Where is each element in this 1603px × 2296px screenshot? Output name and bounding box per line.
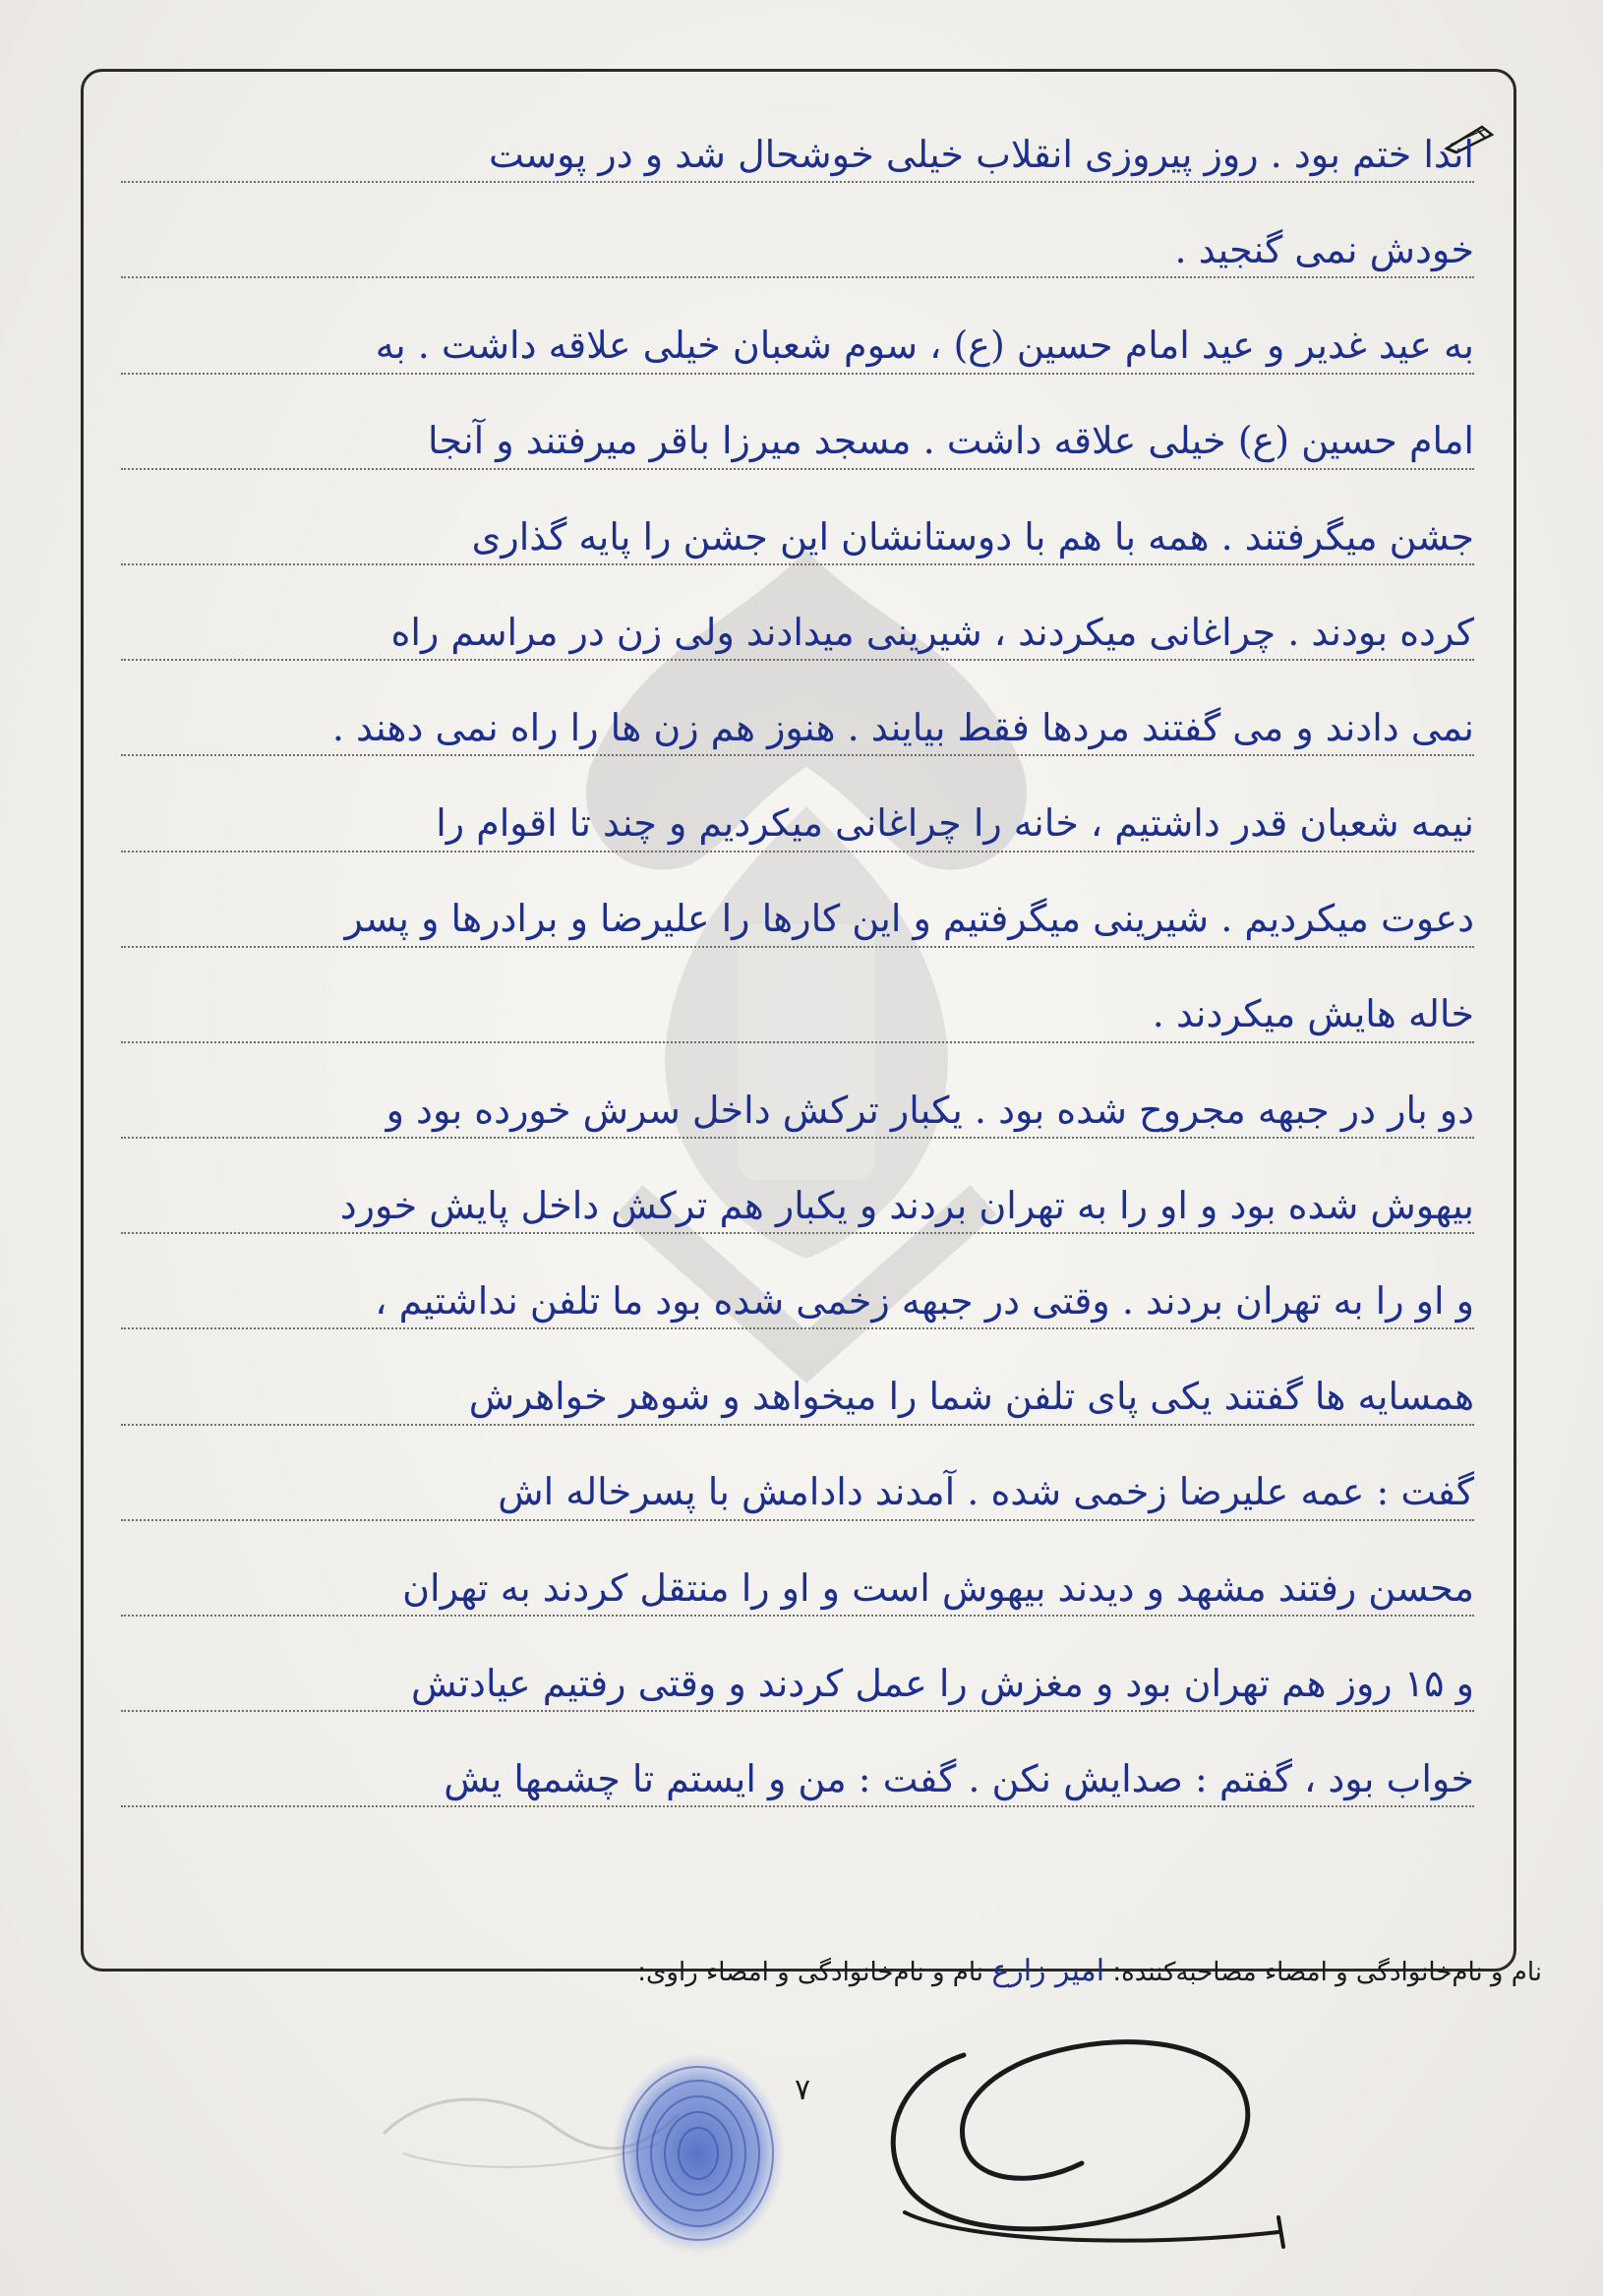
handwritten-text: و او را به تهران بردند . وقتی در جبهه زخمی شده بود ما تلفن نداشتیم ، [375, 1279, 1474, 1324]
handwritten-text: نیمه شعبان قدر داشتیم ، خانه را چراغانی میکردیم و چند تا اقوام را [436, 801, 1474, 846]
handwritten-text: بیهوش شده بود و او را به تهران بردند و یکبار هم ترکش داخل پایش خورد [339, 1183, 1474, 1227]
handwritten-text: دو بار در جبهه مجروح شده بود . یکبار ترکش داخل سرش خورده بود و [386, 1088, 1474, 1132]
text-line [121, 1258, 1474, 1353]
text-line [121, 1449, 1474, 1545]
handwritten-text: خودش نمی گنجید . [1174, 227, 1474, 271]
handwritten-text: و ۱۵ روز هم تهران بود و مغزش را عمل کردند و وقتی رفتیم عیادتش [411, 1661, 1474, 1705]
text-line [121, 876, 1474, 971]
narrator-label: نام و نام‌خانوادگی و امضاء راوی: [637, 1958, 984, 1987]
page-number: ۷ [795, 2073, 811, 2107]
text-line [121, 1640, 1474, 1736]
handwritten-text: محسن رفتند مشهد و دیدند بیهوش است و او را منتقل کردند به تهران [402, 1565, 1474, 1610]
handwritten-text: همسایه ها گفتند یکی پای تلفن شما را میخواهد و شوهر خواهرش [468, 1375, 1474, 1419]
text-line [121, 398, 1474, 494]
signature-footer [637, 1954, 1542, 1988]
handwritten-text: خاله هایش میکردند . [1152, 992, 1474, 1036]
text-line [121, 1545, 1474, 1640]
lined-page-frame [81, 69, 1516, 1972]
handwritten-text: گفت : عمه علیرضا زخمی شده . آمدند دادامش با پسرخاله اش [498, 1470, 1474, 1514]
text-line [121, 302, 1474, 397]
fingerprint-icon [600, 2045, 797, 2262]
handwritten-text: جشن میگرفتند . همه با هم با دوستانشان این جشن را پایه گذاری [471, 514, 1474, 559]
text-line [121, 1353, 1474, 1448]
text-line [121, 589, 1474, 684]
text-line [121, 1162, 1474, 1258]
handwritten-text: کرده بودند . چراغانی میکردند ، شیرینی میدادند ولی زن در مراسم راه [390, 610, 1474, 654]
text-line [121, 494, 1474, 589]
narrator-signature [846, 2016, 1298, 2252]
text-line [121, 684, 1474, 780]
handwritten-text: خواب بود ، گفتم : صدایش نکن . گفت : من و ایستم تا چشمها یش [444, 1756, 1474, 1800]
handwritten-text: دعوت میکردیم . شیرینی میگرفتیم و این کارها را علیرضا و برادرها و پسر [344, 897, 1474, 941]
handwritten-text: امام حسین (ع) خیلی علاقه داشت . مسجد میرزا باقر میرفتند و آنجا [427, 419, 1474, 463]
text-line [121, 1736, 1474, 1831]
interviewer-name: امیر زارع [991, 1954, 1105, 1988]
text-line [121, 1067, 1474, 1162]
handwritten-lines [121, 111, 1474, 1831]
interviewer-label: نام و نام‌خانوادگی و امضاء مصاحبه‌کننده: [1112, 1958, 1542, 1987]
text-line [121, 780, 1474, 875]
handwritten-text: به عید غدیر و عید امام حسین (ع) ، سوم شعبان خیلی علاقه داشت . به [375, 324, 1474, 368]
text-line [121, 206, 1474, 302]
handwritten-text: نمی دادند و می گفتند مردها فقط بیایند . هنوز هم زن ها را راه نمی دهند . [331, 705, 1474, 749]
text-line [121, 111, 1474, 206]
handwritten-text: اندا ختم بود . روز پیروزی انقلاب خیلی خوشحال شد و در پوست [488, 132, 1474, 176]
text-line [121, 971, 1474, 1067]
